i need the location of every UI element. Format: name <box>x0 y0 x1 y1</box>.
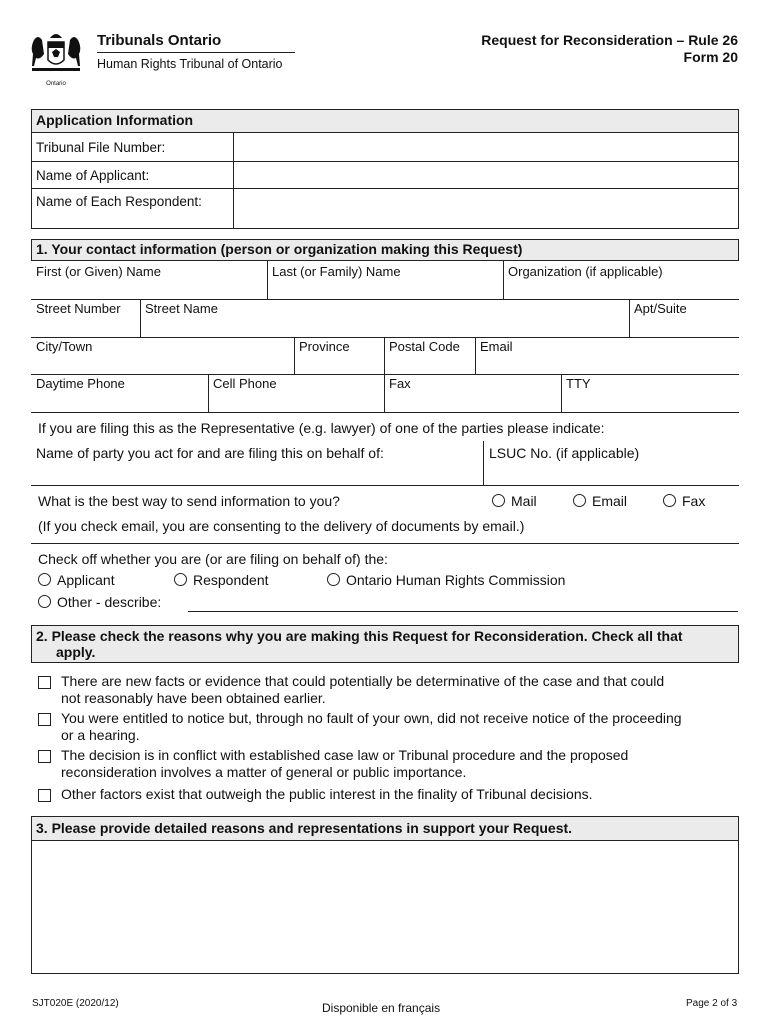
org-subtitle: Human Rights Tribunal of Ontario <box>97 57 283 71</box>
daytime-phone-field[interactable] <box>33 392 205 410</box>
organization-label: Organization (if applicable) <box>508 264 663 279</box>
tty-label: TTY <box>566 376 591 391</box>
respondent-name-label: Name of Each Respondent: <box>36 194 202 209</box>
reasons-heading-line2: apply. <box>56 644 96 660</box>
email-field[interactable] <box>477 355 737 373</box>
application-info-section <box>31 109 739 229</box>
other-factors-checkbox-icon[interactable] <box>38 789 51 802</box>
postal-code-label: Postal Code <box>389 339 460 354</box>
other-describe-field[interactable] <box>188 594 738 612</box>
organization-field[interactable] <box>505 280 737 298</box>
reason-other-factors[interactable]: Other factors exist that outweigh the public interest in the finality of Tribunal decisions. <box>38 786 738 803</box>
street-name-label: Street Name <box>145 301 218 316</box>
province-label: Province <box>299 339 350 354</box>
email-label: Email <box>480 339 513 354</box>
apt-suite-label: Apt/Suite <box>634 301 687 316</box>
new-facts-checkbox-icon[interactable] <box>38 676 51 689</box>
lsuc-field[interactable] <box>485 463 737 483</box>
reason-case-law-conflict[interactable]: The decision is in conflict with established case law or Tribunal procedure and the proposed reconsideration involves a matter of general or public importance. <box>38 747 738 781</box>
respondent-option[interactable]: Respondent <box>174 572 269 588</box>
applicant-option[interactable]: Applicant <box>38 572 115 588</box>
respondent-radio-icon[interactable] <box>174 573 187 586</box>
form-code: SJT020E (2020/12) <box>32 998 119 1009</box>
applicant-radio-icon[interactable] <box>38 573 51 586</box>
page-number: Page 2 of 3 <box>686 998 738 1009</box>
filing-for-question: Check off whether you are (or are filing on behalf of) the: <box>38 551 388 567</box>
commission-radio-icon[interactable] <box>327 573 340 586</box>
fax-radio-icon[interactable] <box>663 494 676 507</box>
lsuc-label: LSUC No. (if applicable) <box>489 445 640 461</box>
city-label: City/Town <box>36 339 93 354</box>
coat-of-arms-icon <box>28 30 84 78</box>
details-section <box>31 816 739 974</box>
application-info-heading: Application Information <box>32 110 738 132</box>
delivery-fax-option[interactable]: Fax <box>663 493 705 509</box>
details-text-area[interactable] <box>33 842 737 972</box>
street-address-field[interactable] <box>142 317 627 335</box>
header-divider <box>97 52 295 53</box>
org-title: Tribunals Ontario <box>97 32 222 49</box>
form-number: Form 20 <box>683 49 738 65</box>
delivery-mail-option[interactable]: Mail <box>492 493 537 509</box>
delivery-email-option[interactable]: Email <box>573 493 627 509</box>
representative-intro: If you are filing this as the Representative (e.g. lawyer) of one of the parties please indicate: <box>38 420 605 436</box>
other-option[interactable]: Other - describe: <box>38 594 161 610</box>
reason-no-notice[interactable]: You were entitled to notice but, through no fault of your own, did not receive notice of the proceeding or a hearing. <box>38 710 738 744</box>
french-availability: Disponible en français <box>322 1001 441 1015</box>
cell-phone-label: Cell Phone <box>213 376 277 391</box>
case-law-checkbox-icon[interactable] <box>38 750 51 763</box>
delivery-question: What is the best way to send information to you? <box>38 493 340 509</box>
delivery-note: (If you check email, you are consenting to the delivery of documents by email.) <box>38 518 525 534</box>
email-radio-icon[interactable] <box>573 494 586 507</box>
mail-radio-icon[interactable] <box>492 494 505 507</box>
contact-heading: 1. Your contact information (person or organization making this Request) <box>32 240 738 260</box>
daytime-phone-label: Daytime Phone <box>36 376 125 391</box>
fax-label: Fax <box>389 376 411 391</box>
party-name-label: Name of party you act for and are filing this on behalf of: <box>36 445 384 461</box>
first-name-field[interactable] <box>33 280 265 298</box>
reasons-heading-line1: 2. Please check the reasons why you are making this Request for Reconsideration. Check all that <box>36 628 683 644</box>
logo-caption: Ontario <box>46 81 66 87</box>
reasons-heading-box <box>31 625 739 663</box>
applicant-name-field[interactable] <box>235 162 737 187</box>
first-name-label: First (or Given) Name <box>36 264 161 279</box>
contact-heading-box <box>31 239 739 261</box>
reason-new-facts[interactable]: There are new facts or evidence that could potentially be determinative of the case and that could not reasonably have been obtained earlier. <box>38 673 738 707</box>
commission-option[interactable]: Ontario Human Rights Commission <box>327 572 565 588</box>
form-title: Request for Reconsideration – Rule 26 <box>481 32 738 48</box>
file-number-field[interactable] <box>235 133 737 160</box>
ontario-logo <box>28 30 84 87</box>
other-radio-icon[interactable] <box>38 595 51 608</box>
respondent-name-field[interactable] <box>235 189 737 227</box>
party-name-field[interactable] <box>33 463 481 483</box>
last-name-label: Last (or Family) Name <box>272 264 401 279</box>
file-number-label: Tribunal File Number: <box>36 140 166 155</box>
street-number-label: Street Number <box>36 301 121 316</box>
applicant-name-label: Name of Applicant: <box>36 168 150 183</box>
no-notice-checkbox-icon[interactable] <box>38 713 51 726</box>
details-heading: 3. Please provide detailed reasons and representations in support your Request. <box>32 817 738 840</box>
last-name-field[interactable] <box>269 280 501 298</box>
